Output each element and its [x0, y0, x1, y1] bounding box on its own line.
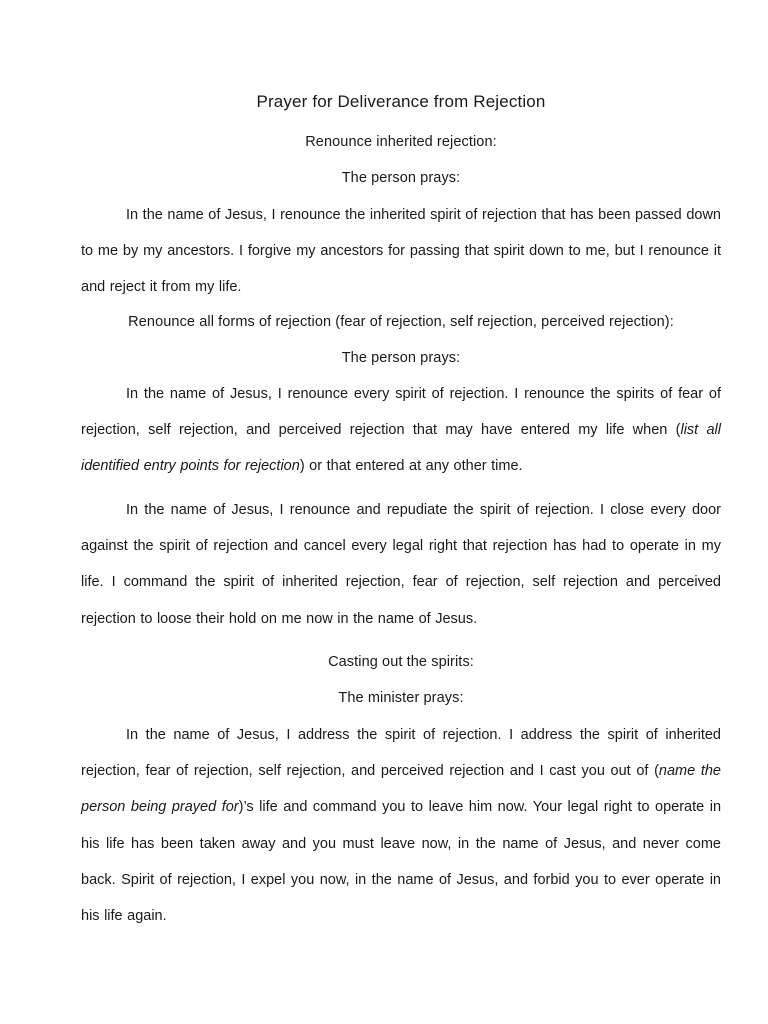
paragraph-text: In the name of Jesus, I renounce every spirit of rejection. I renounce the spirits of fear of rejection, self rejection, and perceived rejection that may have entered my life when (	[81, 386, 721, 439]
section-subheading-person-prays: The person prays:	[341, 170, 461, 186]
document-page	[81, 0, 721, 1024]
paragraph-minister-prayer	[81, 717, 721, 934]
placeholder-person-name: name the person being prayed for	[81, 763, 721, 816]
section-heading-inherited-rejection: Renounce inherited rejection:	[305, 134, 497, 150]
section-heading-casting-out: Casting out the spirits:	[328, 654, 474, 670]
paragraph-renounce-every-spirit	[81, 376, 721, 485]
paragraph-text: In the name of Jesus, I address the spirit of rejection. I address the spirit of inherited rejection, fear of rejection, self rejection, and perceived rejection and I cast you out of (	[81, 727, 721, 780]
section-heading-all-forms-rejection: Renounce all forms of rejection (fear of rejection, self rejection, perceived rejection):	[128, 314, 674, 330]
placeholder-entry-points: list all identified entry points for rejection	[81, 422, 721, 475]
paragraph-renounce-repudiate: In the name of Jesus, I renounce and repudiate the spirit of rejection. I close every door against the spirit of rejection and cancel every legal right that rejection has had to operate in my life. I command the spirit of inherited rejection, fear of rejection, self rejection and perceived rejection to loose their hold on me now in the name of Jesus.	[81, 502, 721, 627]
paragraph-text: ) or that entered at any other time.	[299, 458, 523, 475]
section-subheading-person-prays: The person prays:	[341, 350, 461, 366]
document-title: Prayer for Deliverance from Rejection	[256, 92, 546, 111]
section-subheading-minister-prays: The minister prays:	[338, 690, 464, 706]
paragraph-text: )’s life and command you to leave him now. Your legal right to operate in his life has been taken away and you must leave now, in the name of Jesus, and never come back. Spirit of rejection, I expel you now, in the name of Jesus, and forbid you to ever operate in his life again.	[81, 799, 722, 925]
paragraph-renounce-inherited: In the name of Jesus, I renounce the inherited spirit of rejection that has been passed down to me by my ancestors. I forgive my ancestors for passing that spirit down to me, but I renounce it and reject it from my life.	[81, 207, 721, 296]
